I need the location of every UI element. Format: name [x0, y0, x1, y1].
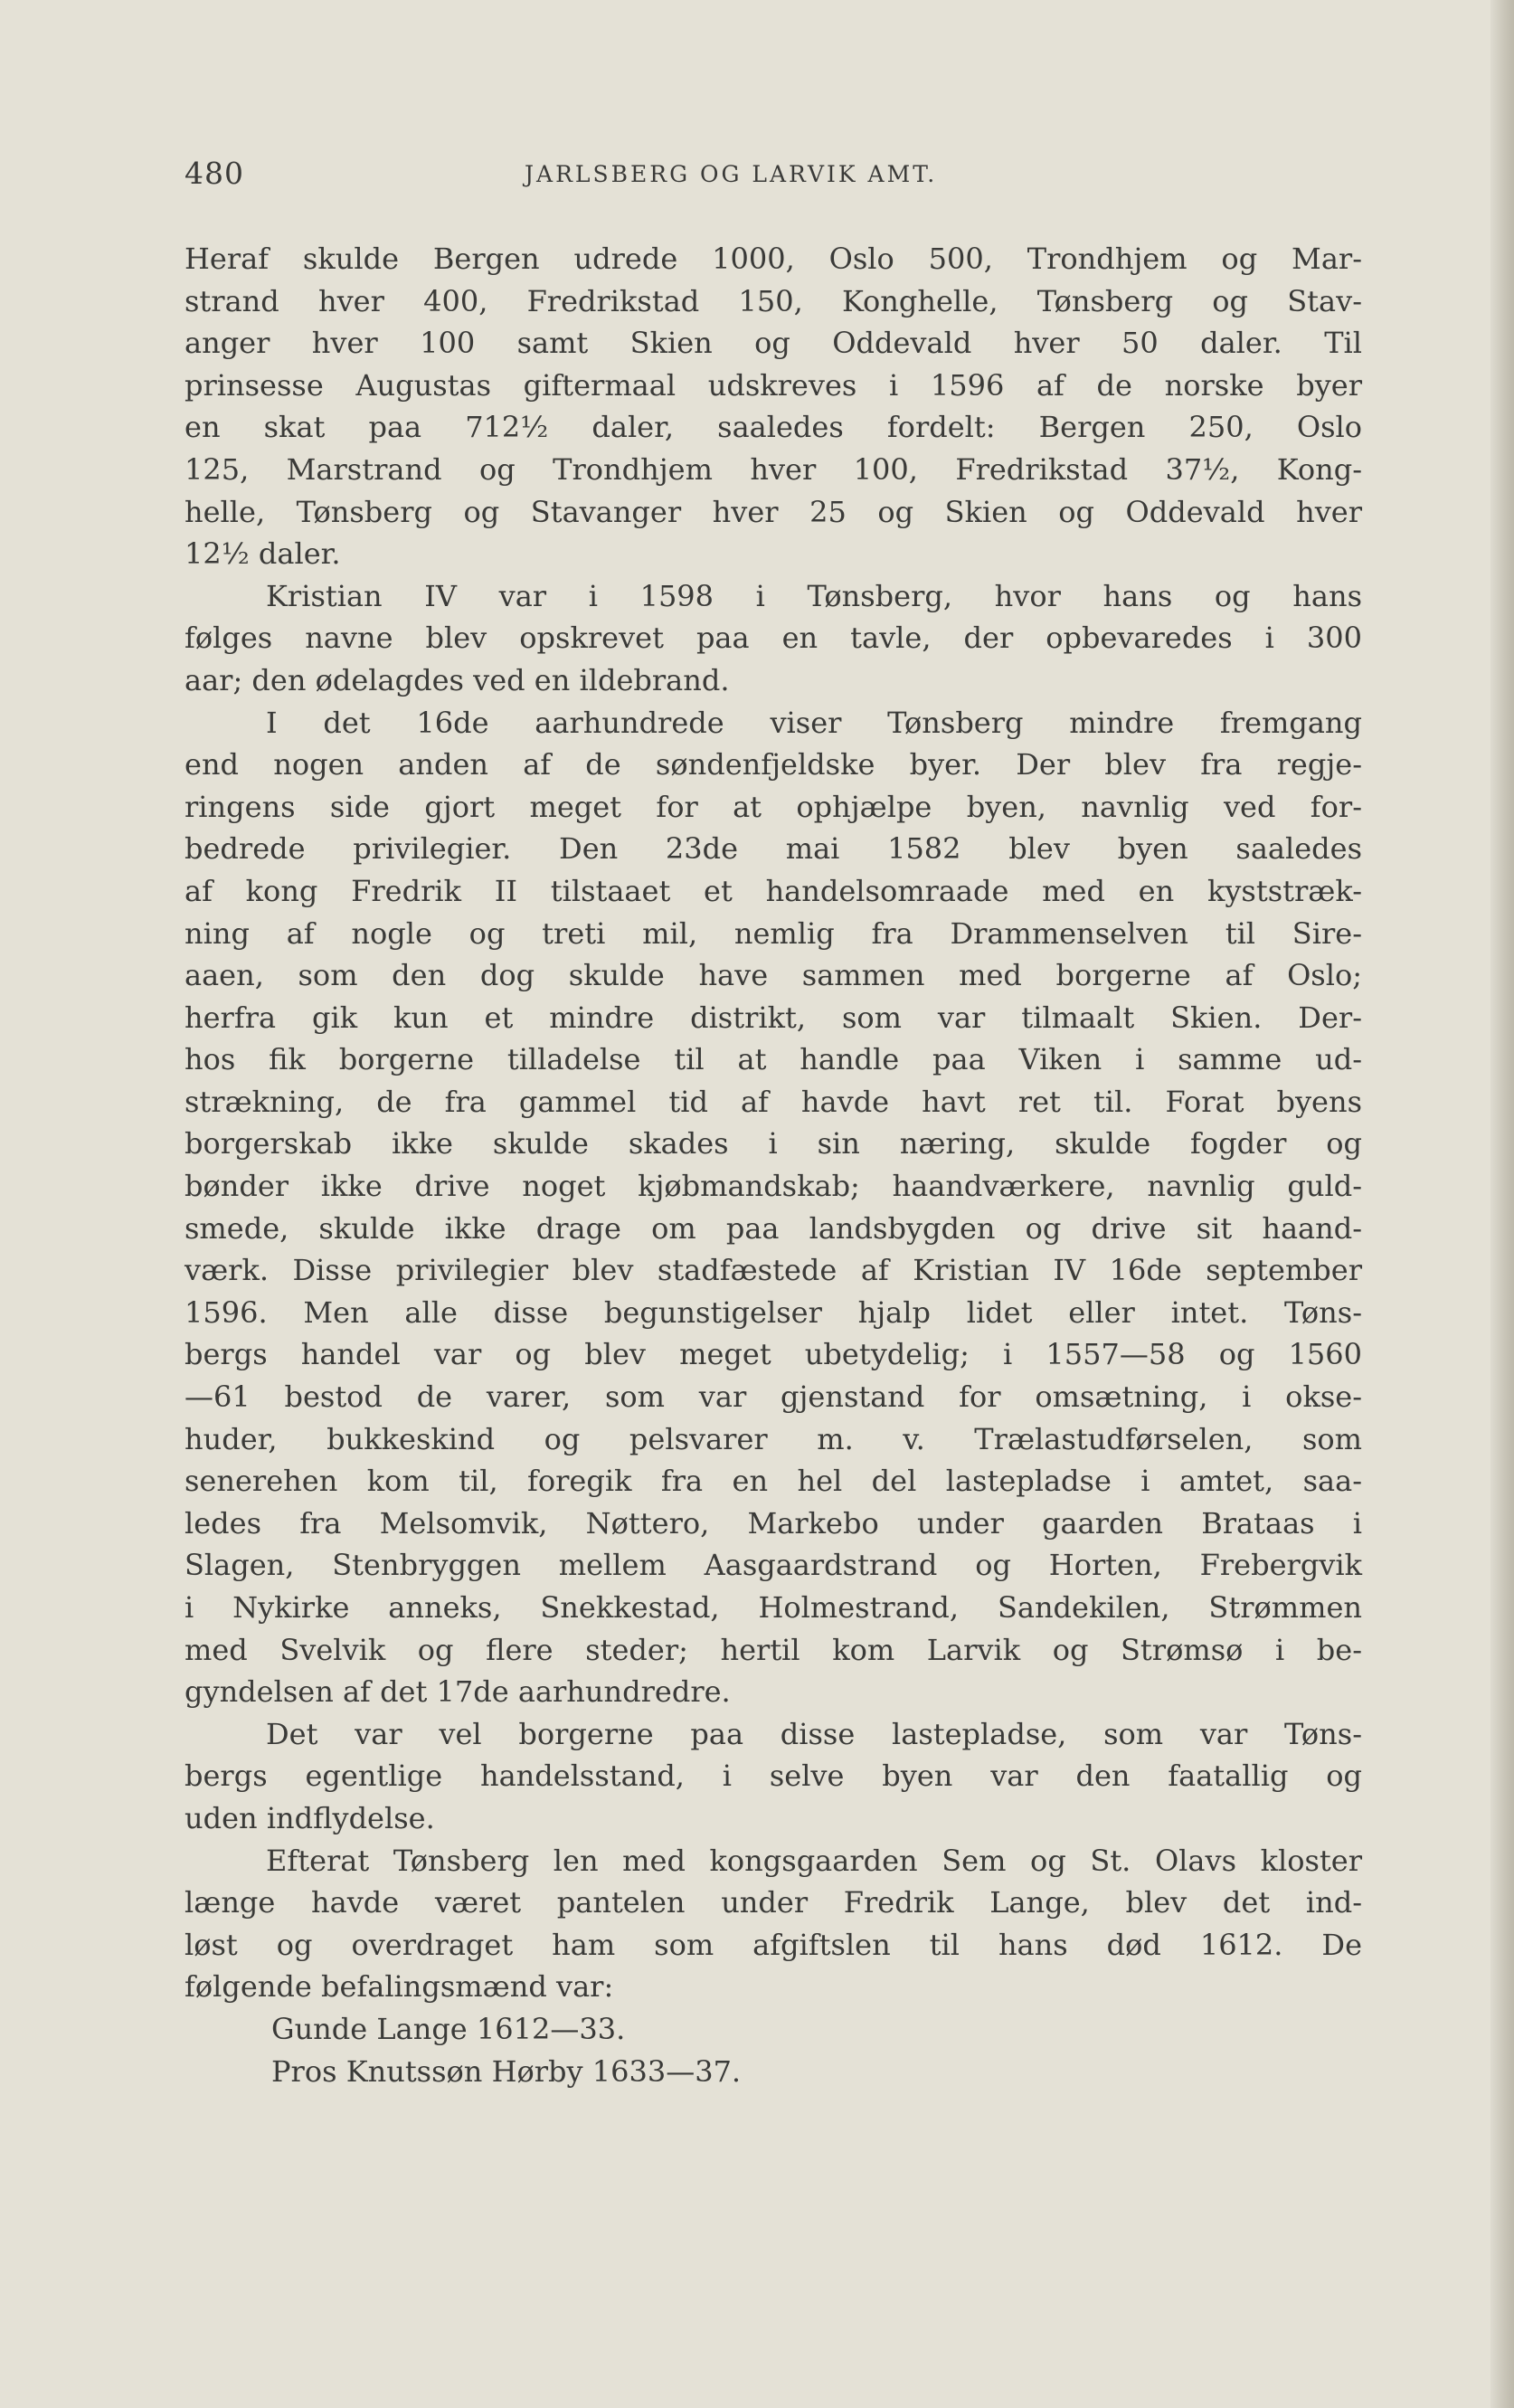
- text-line: hos fik borgerne tilladelse til at handle paa Viken i samme ud-: [185, 1042, 1362, 1077]
- text-line: Heraf skulde Bergen udrede 1000, Oslo 500, Trondhjem og Mar-: [185, 242, 1362, 276]
- text-line: aar; den ødelagdes ved en ildebrand.: [185, 662, 730, 697]
- text-line: længe havde været pantelen under Fredrik Lange, blev det ind-: [185, 1885, 1362, 1920]
- text-line: Efterat Tønsberg len med kongsgaarden Sem og St. Olavs kloster: [266, 1843, 1362, 1878]
- text-line: prinsesse Augustas giftermaal udskreves i 1596 af de norske byer: [185, 367, 1362, 403]
- text-line: 125, Marstrand og Trondhjem hver 100, Fredrikstad 37½, Kong-: [185, 451, 1362, 487]
- text-line: strækning, de fra gammel tid af havde havt ret til. Forat byens: [185, 1084, 1362, 1119]
- text-line: en skat paa 712½ daler, saaledes fordelt: Bergen 250, Oslo: [185, 410, 1362, 445]
- text-line: løst og overdraget ham som afgiftslen til hans død 1612. De: [185, 1927, 1362, 1962]
- text-line: bergs handel var og blev meget ubetydelig; i 1557—58 og 1560: [185, 1337, 1362, 1372]
- text-line: senerehen kom til, foregik fra en hel del lastepladse i amtet, saa-: [185, 1464, 1362, 1499]
- text-line: Pros Knutssøn Hørby 1633—37.: [271, 2053, 742, 2089]
- text-line: ledes fra Melsomvik, Nøttero, Markebo under gaarden Brataas i: [185, 1505, 1362, 1541]
- text-line: bergs egentlige handelsstand, i selve byen var den faatallig og: [185, 1759, 1362, 1794]
- text-line: Gunde Lange 1612—33.: [271, 2011, 626, 2046]
- text-line: smede, skulde ikke drage om paa landsbygden og drive sit haand-: [185, 1210, 1362, 1246]
- page-header: [185, 156, 1360, 197]
- text-line: af kong Fredrik II tilstaaet et handelsomraade med en kyststræk-: [185, 873, 1362, 908]
- running-head: JARLSBERG OG LARVIK AMT.: [525, 161, 938, 187]
- text-line: med Svelvik og flere steder; hertil kom Larvik og Strømsø i be-: [185, 1632, 1362, 1667]
- text-line: følgende befalingsmænd var:: [185, 1969, 614, 2005]
- text-line: strand hver 400, Fredrikstad 150, Konghelle, Tønsberg og Stav-: [185, 283, 1362, 318]
- text-line: 12½ daler.: [185, 536, 341, 572]
- text-line: helle, Tønsberg og Stavanger hver 25 og Skien og Oddevald hver: [185, 494, 1362, 529]
- text-line: ning af nogle og treti mil, nemlig fra Drammenselven til Sire-: [185, 915, 1362, 951]
- text-line: herfra gik kun et mindre distrikt, som var tilmaalt Skien. Der-: [185, 1000, 1362, 1035]
- text-line: anger hver 100 samt Skien og Oddevald hver 50 daler. Til: [185, 326, 1362, 361]
- text-line: bedrede privilegier. Den 23de mai 1582 blev byen saaledes: [185, 831, 1362, 867]
- text-line: i Nykirke anneks, Snekkestad, Holmestrand, Sandekilen, Strømmen: [185, 1590, 1362, 1625]
- text-line: Slagen, Stenbryggen mellem Aasgaardstrand og Horten, Frebergvik: [185, 1548, 1362, 1583]
- text-line: bønder ikke drive noget kjøbmandskab; haandværkere, navnlig guld-: [185, 1169, 1362, 1204]
- text-line: end nogen anden af de søndenfjeldske byer. Der blev fra regje-: [185, 747, 1362, 782]
- text-line: Kristian IV var i 1598 i Tønsberg, hvor hans og hans: [266, 578, 1362, 613]
- text-line: følges navne blev opskrevet paa en tavle, der opbevaredes i 300: [185, 621, 1362, 656]
- text-line: aaen, som den dog skulde have sammen med borgerne af Oslo;: [185, 958, 1362, 993]
- text-line: uden indflydelse.: [185, 1800, 435, 1835]
- text-line: 1596. Men alle disse begunstigelser hjalp lidet eller intet. Tøns-: [185, 1294, 1362, 1330]
- text-line: —61 bestod de varer, som var gjenstand for omsætning, i okse-: [185, 1379, 1362, 1415]
- text-line: gyndelsen af det 17de aarhundredre.: [185, 1674, 731, 1710]
- page-edge-shadow: [1490, 0, 1514, 2408]
- text-line: Det var vel borgerne paa disse lastepladse, som var Tøns-: [266, 1716, 1362, 1751]
- page-number: 480: [185, 156, 244, 191]
- body-text: [185, 238, 1362, 2092]
- text-line: borgerskab ikke skulde skades i sin næring, skulde fogder og: [185, 1126, 1362, 1161]
- text-line: I det 16de aarhundrede viser Tønsberg mindre fremgang: [266, 705, 1362, 740]
- text-line: værk. Disse privilegier blev stadfæstede af Kristian IV 16de september: [185, 1253, 1362, 1288]
- text-line: huder, bukkeskind og pelsvarer m. v. Trælastudførselen, som: [185, 1421, 1362, 1456]
- text-line: ringens side gjort meget for at ophjælpe byen, navnlig ved for-: [185, 789, 1362, 824]
